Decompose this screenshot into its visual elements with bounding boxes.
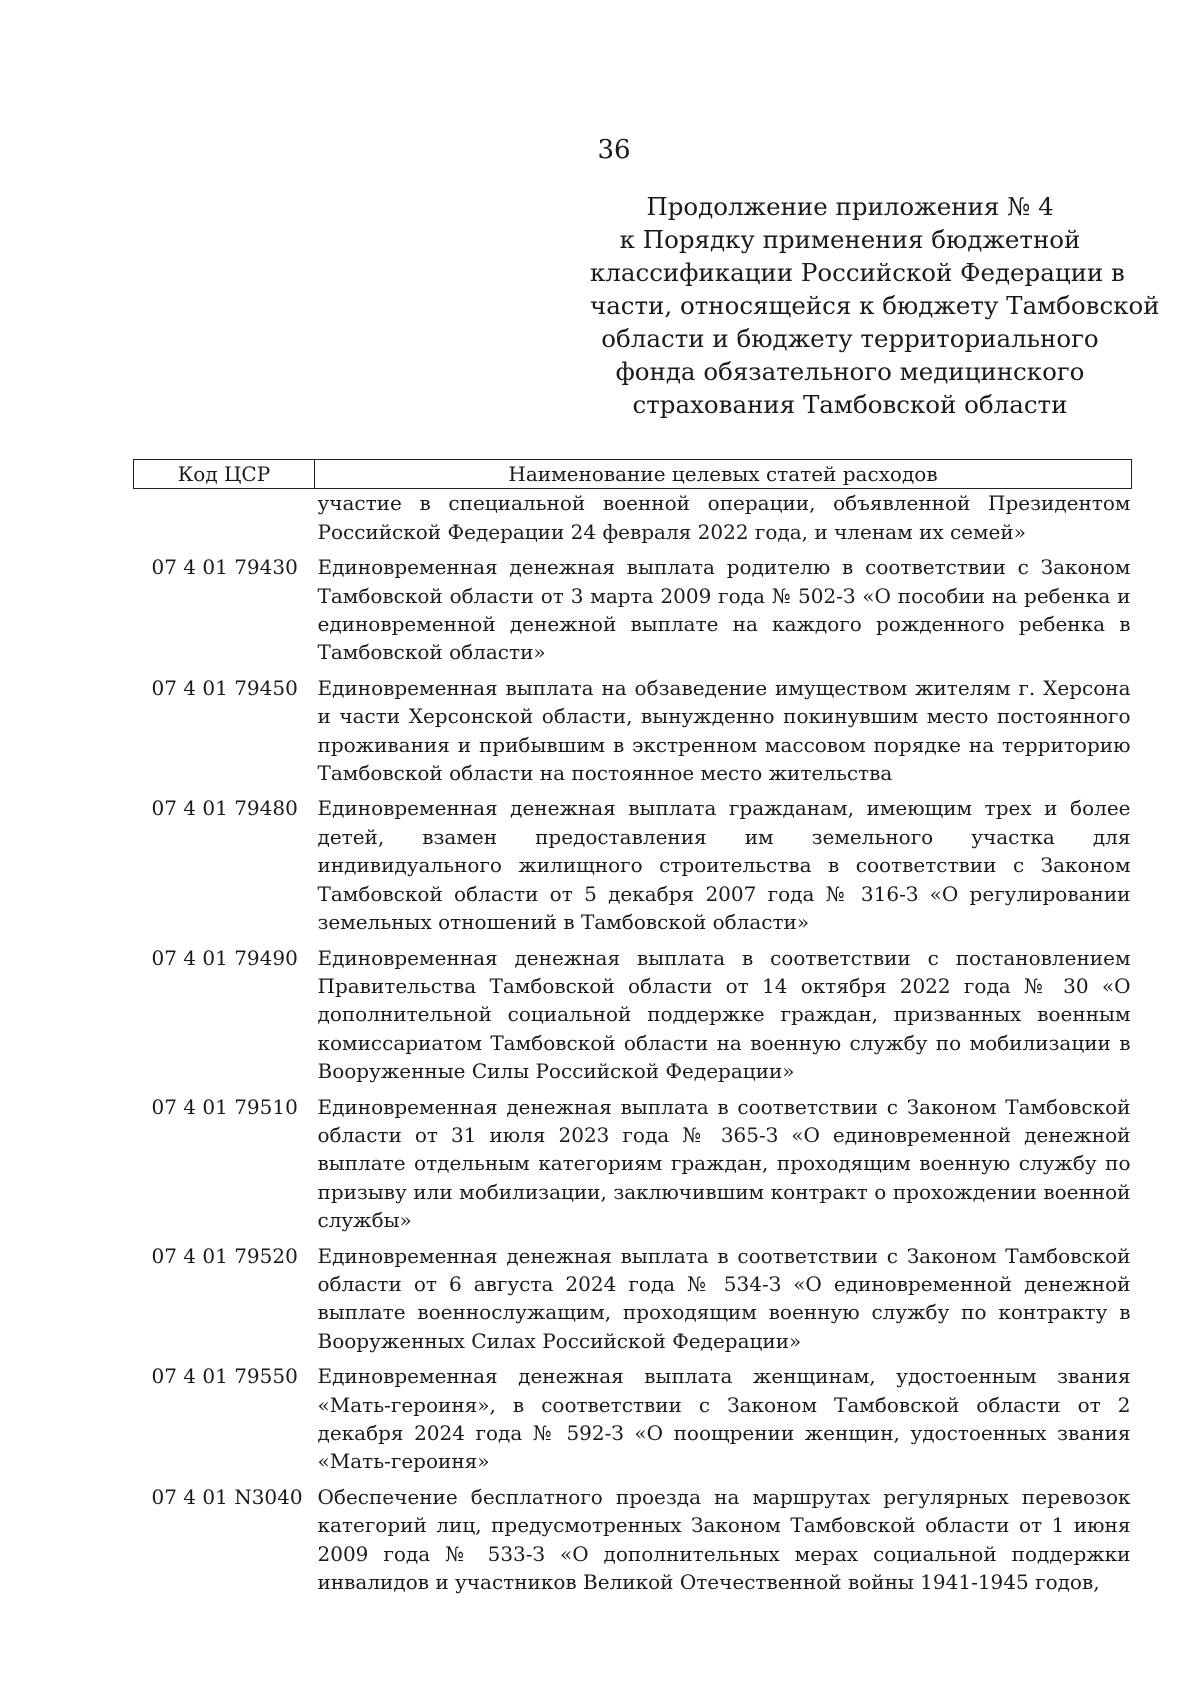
target-articles-table [133, 459, 1132, 1603]
row-code: 07 4 01 79480 [151, 796, 298, 821]
row-name: Единовременная денежная выплата в соответствии с Законом Тамбовской области от 6 августа 2024 года № 534-З «О единовременной денежной выплате военнослужащим, проходящим военную службу по контракту в Вооруженных Силах Российской Федерации» [317, 1243, 1131, 1353]
appendix-header-line: области и бюджету территориального [601, 324, 1099, 353]
table-row [134, 553, 1132, 674]
row-code: 07 4 01 79510 [151, 1094, 298, 1119]
appendix-header-line: классификации Российской Федерации в [590, 258, 1125, 287]
appendix-header-line: части, относящейся к бюджету Тамбовской [590, 291, 1160, 320]
column-header-name: Наименование целевых статей расходов [315, 460, 1132, 489]
row-name: Единовременная денежная выплата в соответствии с постановлением Правительства Тамбовской области от 14 октября 2022 года № 30 «О дополнительной социальной поддержке граждан, призванных военным комиссариатом Тамбовской области на военную службу по мобилизации в Вооруженные Силы Российской Федерации» [317, 945, 1131, 1084]
row-code: 07 4 01 79550 [151, 1364, 298, 1389]
row-name: Обеспечение бесплатного проезда на маршрутах регулярных перевозок категорий лиц, предусмотренных Законом Тамбовской области от 1 июня 2009 года № 533-З «О дополнительных мерах социальной поддержки инвалидов и участников Великой Отечественной войны 1941-1945 годов, [317, 1484, 1131, 1595]
appendix-header-line: страхования Тамбовской области [632, 390, 1068, 419]
row-name: Единовременная денежная выплата в соответствии с Законом Тамбовской области от 31 июля 2023 года № 365-З «О единовременной денежной выплате отдельным категориям граждан, проходящим военную службу по призыву или мобилизации, заключившим контракт о прохождении военной службы» [317, 1094, 1131, 1233]
table-row [134, 1093, 1132, 1242]
row-code: 07 4 01 N3040 [151, 1484, 303, 1509]
appendix-header [590, 190, 1160, 421]
row-name: Единовременная денежная выплата гражданам, имеющим трех и более детей, взамен предоставления им земельного участка для индивидуального жилищного строительства в соответствии с Законом Тамбовской области от 5 декабря 2007 года № 316-З «О регулировании земельных отношений в Тамбовской области» [317, 796, 1131, 935]
column-header-code: Код ЦСР [134, 460, 315, 489]
table-row [134, 489, 1132, 553]
appendix-header-line: фонда обязательного медицинского [615, 357, 1085, 386]
row-code: 07 4 01 79450 [151, 675, 298, 700]
table-row [134, 794, 1132, 943]
table-row [134, 1362, 1132, 1483]
table-row [134, 944, 1132, 1093]
appendix-header-line: Продолжение приложения № 4 [646, 192, 1054, 221]
row-code: 07 4 01 79520 [151, 1243, 298, 1268]
row-code: 07 4 01 79430 [151, 555, 298, 580]
table-row [134, 1242, 1132, 1363]
row-name: участие в специальной военной операции, объявленной Президентом Российской Федерации 24 февраля 2022 года, и членам их семей» [317, 491, 1131, 544]
appendix-header-line: к Порядку применения бюджетной [619, 225, 1081, 254]
table-row [134, 1483, 1132, 1604]
page-number: 36 [597, 135, 631, 165]
row-name: Единовременная выплата на обзаведение имуществом жителям г. Херсона и части Херсонской области, вынужденно покинувшим место постоянного проживания и прибывшим в экстренном массовом порядке на территорию Тамбовской области на постоянное место жительства [317, 675, 1131, 786]
row-code: 07 4 01 79490 [151, 945, 298, 970]
table-row [134, 674, 1132, 795]
row-name: Единовременная денежная выплата родителю в соответствии с Законом Тамбовской области от 3 марта 2009 года № 502-З «О пособии на ребенка и единовременной денежной выплате на каждого рожденного ребенка в Тамбовской области» [317, 555, 1131, 665]
row-code [134, 489, 315, 553]
row-name: Единовременная денежная выплата женщинам, удостоенным звания «Мать-героиня», в соответствии с Законом Тамбовской области от 2 декабря 2024 года № 592-З «О поощрении женщин, удостоенных звания «Мать-героиня» [317, 1364, 1131, 1474]
table-header-row [134, 460, 1132, 489]
